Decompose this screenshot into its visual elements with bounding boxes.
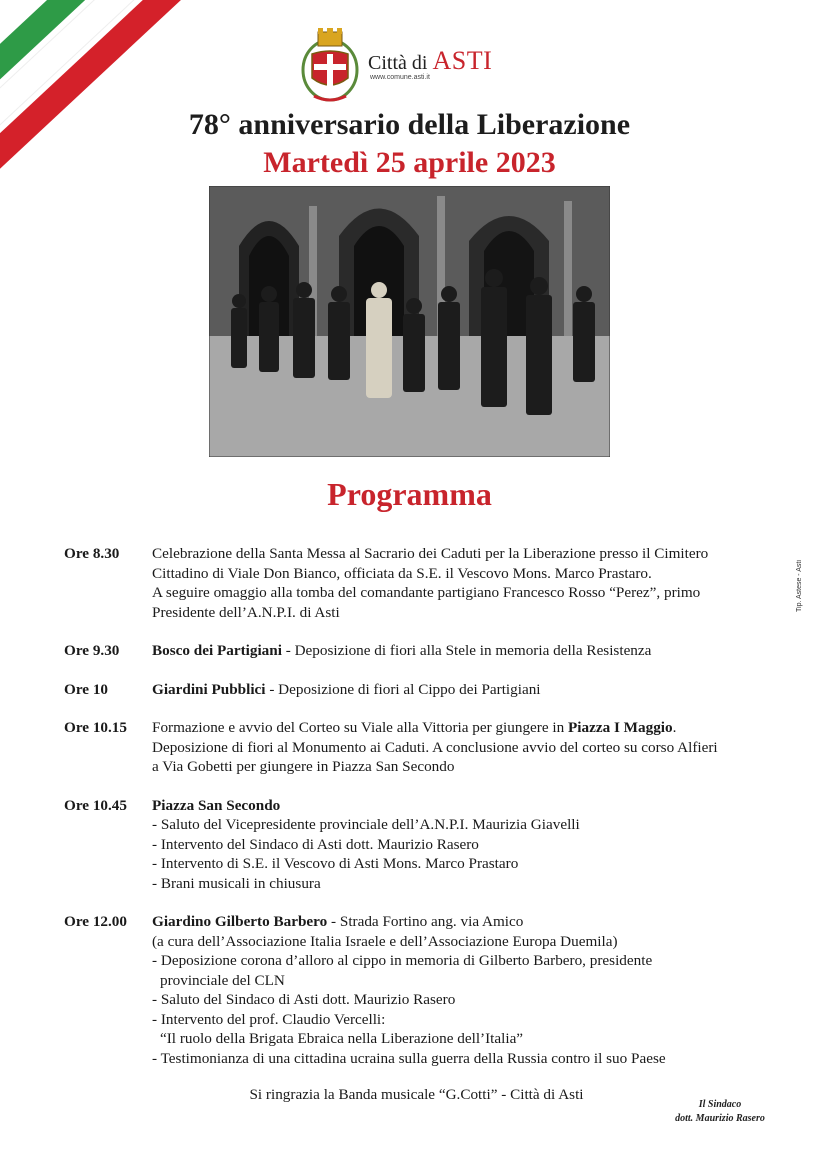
event-text: Celebrazione della Santa Messa al Sacrario dei Caduti per la Liberazione presso il Cimitero <box>152 545 709 562</box>
event-time: Ore 9.30 <box>64 642 120 659</box>
event-text: - Testimonianza di una cittadina ucraina sulla guerra della Russia contro il suo Paese <box>152 1049 666 1067</box>
event-place: Giardini Pubblici <box>152 680 266 698</box>
event-text: “Il ruolo della Brigata Ebraica nella Liberazione dell’Italia” <box>160 1030 524 1047</box>
event-line <box>152 583 784 603</box>
event-time: Ore 8.30 <box>64 545 120 562</box>
event-line <box>152 738 784 758</box>
event-text: Presidente dell’A.N.P.I. di Asti <box>152 603 340 621</box>
event-text: - Saluto del Sindaco di Asti dott. Maurizio Rasero <box>152 991 456 1008</box>
event-line <box>152 680 784 700</box>
event-time: Ore 10 <box>64 680 109 698</box>
event-time: Ore 12.00 <box>64 913 127 930</box>
anniversary-title: 78° anniversario della Liberazione <box>188 108 631 141</box>
event-text: - Intervento di S.E. il Vescovo di Asti Mons. Marco Prastaro <box>152 855 519 872</box>
city-name-asti: ASTI <box>432 46 493 75</box>
printer-credit: Tip. Astese - Asti <box>796 560 803 612</box>
event-text: - Saluto del Vicepresidente provinciale dell’A.N.P.I. Maurizia Giavelli <box>152 816 580 833</box>
event-line <box>152 641 784 661</box>
event-line <box>152 912 784 932</box>
event-description <box>152 544 784 622</box>
event-place: Giardino Gilberto Barbero <box>152 913 328 930</box>
event-line <box>152 564 784 584</box>
event-text: - Deposizione corona d’alloro al cippo in memoria di Gilberto Barbero, presidente <box>152 952 653 969</box>
event-line <box>152 1010 784 1030</box>
event-time: Ore 10.45 <box>64 796 127 814</box>
program-event <box>64 718 784 777</box>
program-list <box>64 544 784 1087</box>
event-line <box>152 874 784 894</box>
city-prefix: Città di <box>368 52 428 74</box>
city-crest-icon <box>300 26 360 104</box>
event-text: Formazione e avvio del Corteo su Viale alla Vittoria per giungere in <box>152 719 568 736</box>
event-time: Ore 10.15 <box>64 719 127 736</box>
event-line <box>152 835 784 855</box>
event-line <box>152 971 784 991</box>
event-text: - Strada Fortino ang. via Amico <box>327 913 524 930</box>
event-line <box>152 796 784 816</box>
event-text: a Via Gobetti per giungere in Piazza San Secondo <box>152 758 455 775</box>
event-line <box>152 603 784 623</box>
sign-role: Il Sindaco <box>698 1099 742 1110</box>
event-description <box>152 912 784 1068</box>
event-text: provinciale del CLN <box>160 971 285 989</box>
event-description <box>152 641 784 661</box>
event-text: - Deposizione di fiori alla Stele in memoria della Resistenza <box>281 642 652 659</box>
historic-photo <box>209 186 610 457</box>
event-line <box>152 1029 784 1049</box>
city-url: www.comune.asti.it <box>370 74 430 81</box>
event-line <box>152 1049 784 1069</box>
event-line <box>152 854 784 874</box>
event-text: - Intervento del prof. Claudio Vercelli: <box>152 1010 386 1028</box>
event-date: Martedì 25 aprile 2023 <box>263 146 556 179</box>
program-event <box>64 544 784 622</box>
event-text: - Brani musicali in chiusura <box>152 874 321 892</box>
event-line <box>152 990 784 1010</box>
mayor-signature <box>640 1098 800 1126</box>
event-description <box>152 680 784 700</box>
event-place: Piazza San Secondo <box>152 796 281 814</box>
program-event <box>64 680 784 700</box>
thanks-note: Si ringrazia la Banda musicale “G.Cotti” - Città di Asti <box>249 1086 584 1103</box>
event-line <box>152 757 784 777</box>
event-text: Cittadino di Viale Don Bianco, officiata da S.E. il Vescovo Mons. Marco Prastaro. <box>152 564 652 582</box>
event-line <box>152 815 784 835</box>
event-line <box>152 932 784 952</box>
event-text: Deposizione di fiori al Monumento ai Caduti. A conclusione avvio del corteo su corso Alfieri <box>152 738 718 756</box>
event-text: (a cura dell’Associazione Italia Israele e dell’Associazione Europa Duemila) <box>152 932 618 950</box>
event-place: Piazza I Maggio <box>568 719 673 736</box>
event-description <box>152 796 784 894</box>
event-description <box>152 718 784 777</box>
program-event <box>64 641 784 661</box>
event-text: . <box>672 719 677 736</box>
event-line <box>152 718 784 738</box>
city-name <box>368 46 492 76</box>
program-event <box>64 912 784 1068</box>
event-text: - Deposizione di fiori al Cippo dei Partigiani <box>265 680 541 698</box>
event-text: A seguire omaggio alla tomba del comandante partigiano Francesco Rosso “Perez”, primo <box>152 584 701 601</box>
program-event <box>64 796 784 894</box>
event-line <box>152 544 784 564</box>
event-text: - Intervento del Sindaco di Asti dott. Maurizio Rasero <box>152 835 479 853</box>
event-place: Bosco dei Partigiani <box>152 642 282 659</box>
event-line <box>152 951 784 971</box>
programma-heading: Programma <box>327 476 492 512</box>
sign-name: dott. Maurizio Rasero <box>675 1113 765 1124</box>
city-logo <box>300 26 560 106</box>
